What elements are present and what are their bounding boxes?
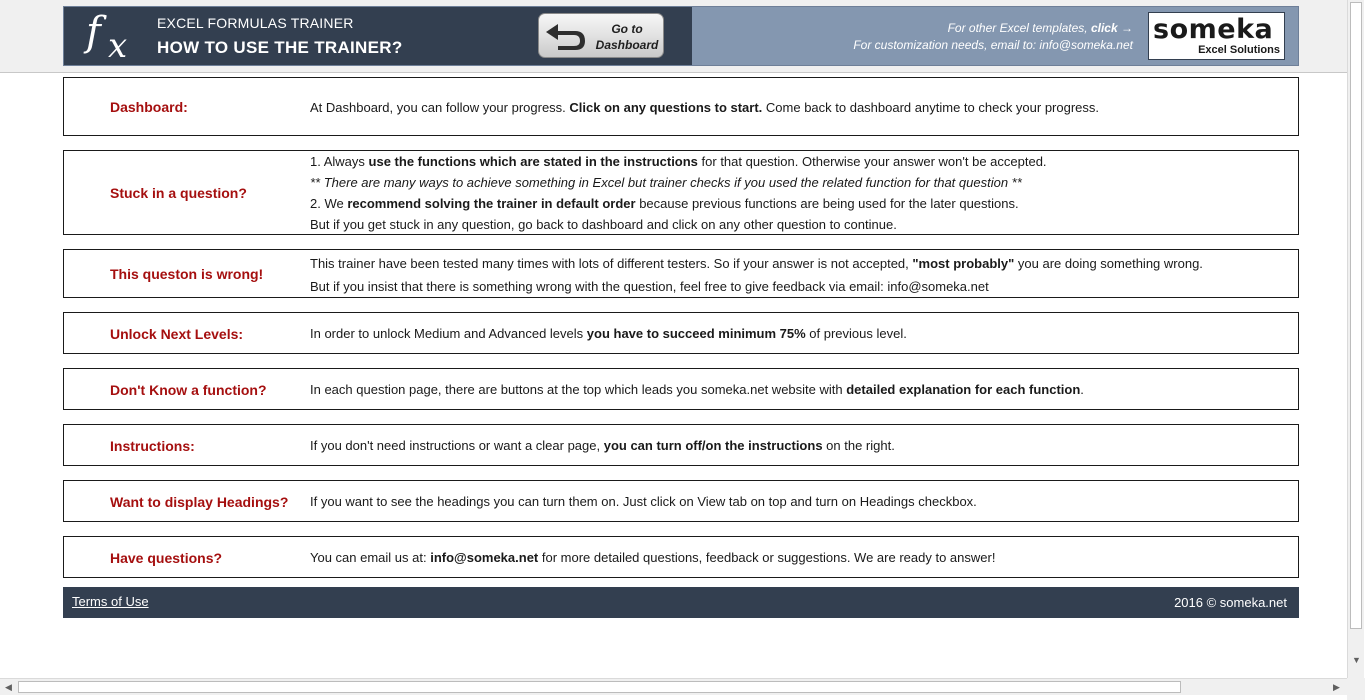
section-label: This queston is wrong! [110, 266, 264, 282]
bold-text: "most probably" [912, 256, 1015, 271]
app-subtitle: EXCEL FORMULAS TRAINER [157, 15, 354, 31]
section-text [310, 547, 995, 568]
go-to-dashboard-button[interactable] [538, 13, 664, 58]
text-segment: of previous level. [805, 326, 907, 341]
text-segment: You can email us at: [310, 550, 431, 565]
dashboard-button-label: Go to Dashboard [595, 22, 659, 52]
section-unlock-levels [63, 312, 1299, 354]
section-text [310, 491, 977, 512]
section-label: Dashboard: [110, 99, 188, 115]
text-segment: At Dashboard, you can follow your progress. [310, 100, 570, 115]
section-text [310, 435, 895, 456]
bold-text: info@someka.net [430, 550, 539, 565]
bold-text: use the functions which are stated in the instructions [368, 154, 698, 169]
logo-wordmark: someka [1153, 14, 1274, 45]
header-title-panel [64, 7, 692, 65]
scroll-left-icon[interactable]: ◀ [5, 682, 12, 692]
text-line [310, 491, 977, 512]
text-line [310, 252, 1203, 275]
section-text [310, 379, 1084, 400]
section-functions [63, 368, 1299, 410]
back-arrow-icon [544, 20, 588, 52]
section-text [310, 151, 1047, 235]
text-line [310, 151, 1047, 172]
text-segment: If you want to see the headings you can turn them on. Just click on View tab on top and turn on Headings checkbox. [310, 494, 977, 509]
text-segment: But if you get stuck in any question, go back to dashboard and click on any other question to continue. [310, 217, 897, 232]
section-stuck [63, 150, 1299, 235]
terms-of-use-link[interactable]: Terms of Use [72, 594, 149, 609]
section-text [310, 252, 1203, 298]
text-segment: 1. Always [310, 154, 369, 169]
text-segment: In each question page, there are buttons at the top which leads you someka.net website with [310, 382, 847, 397]
text-segment: on the right. [822, 438, 895, 453]
templates-text: For other Excel templates, [947, 21, 1091, 35]
section-label: Want to display Headings? [110, 494, 289, 510]
section-text [310, 323, 907, 344]
section-label: Stuck in a question? [110, 185, 247, 201]
horizontal-scroll-thumb[interactable] [18, 681, 1181, 693]
bold-text: you have to succeed minimum 75% [586, 326, 806, 341]
section-text [310, 97, 1099, 118]
horizontal-scrollbar[interactable] [0, 678, 1347, 695]
text-segment: 2. We [310, 196, 348, 211]
vertical-scroll-thumb[interactable] [1350, 2, 1362, 629]
scrollbar-corner [1347, 678, 1365, 700]
page-title: HOW TO USE THE TRAINER? [157, 38, 403, 57]
text-line [310, 275, 1203, 298]
section-label: Have questions? [110, 550, 223, 566]
footer-bar [63, 587, 1299, 618]
text-line [310, 193, 1047, 214]
section-instructions [63, 424, 1299, 466]
text-segment: ** There are many ways to achieve something in Excel but trainer checks if you used the related function for that question ** [310, 175, 1022, 190]
text-line [310, 214, 1047, 235]
customization-text: For customization needs, email to: info@someka.net [853, 38, 1133, 52]
text-segment: But if you insist that there is something wrong with the question, feel free to give feedback via email: info@someka.net [310, 279, 989, 294]
text-segment: you are doing something wrong. [1014, 256, 1203, 271]
bold-text: Click on any questions to start. [569, 100, 763, 115]
section-label: Unlock Next Levels: [110, 326, 244, 342]
section-dashboard [63, 77, 1299, 136]
templates-link[interactable]: click → [1090, 21, 1133, 35]
text-segment: because previous functions are being used for the later questions. [635, 196, 1019, 211]
fx-icon: f x [86, 9, 128, 66]
text-segment: If you don't need instructions or want a clear page, [310, 438, 604, 453]
bold-text: detailed explanation for each function [846, 382, 1081, 397]
text-line [310, 547, 995, 568]
text-line [310, 379, 1084, 400]
bold-text: you can turn off/on the instructions [603, 438, 823, 453]
section-headings [63, 480, 1299, 522]
vertical-scrollbar[interactable] [1347, 0, 1364, 678]
text-segment: for more detailed questions, feedback or suggestions. We are ready to answer! [538, 550, 996, 565]
header-banner [63, 6, 1299, 66]
text-segment: . [1080, 382, 1084, 397]
logo-tagline: Excel Solutions [1198, 44, 1280, 56]
section-label: Instructions: [110, 438, 195, 454]
scroll-right-icon[interactable]: ▶ [1333, 682, 1340, 692]
text-segment: In order to unlock Medium and Advanced levels [310, 326, 587, 341]
someka-logo[interactable] [1148, 12, 1285, 60]
text-line [310, 172, 1047, 193]
section-label: Don't Know a function? [110, 382, 267, 398]
copyright-text: 2016 © someka.net [1174, 595, 1287, 610]
text-line [310, 435, 895, 456]
scroll-down-icon[interactable]: ▼ [1352, 655, 1361, 665]
section-questions [63, 536, 1299, 578]
bold-text: recommend solving the trainer in default order [347, 196, 636, 211]
header-info [853, 20, 1133, 54]
text-line [310, 323, 907, 344]
text-segment: Come back to dashboard anytime to check your progress. [762, 100, 1100, 115]
text-line [310, 97, 1099, 118]
text-segment: This trainer have been tested many times with lots of different testers. So if your answer is not accepted, [310, 256, 913, 271]
section-wrong-question [63, 249, 1299, 298]
text-segment: for that question. Otherwise your answer won't be accepted. [697, 154, 1047, 169]
